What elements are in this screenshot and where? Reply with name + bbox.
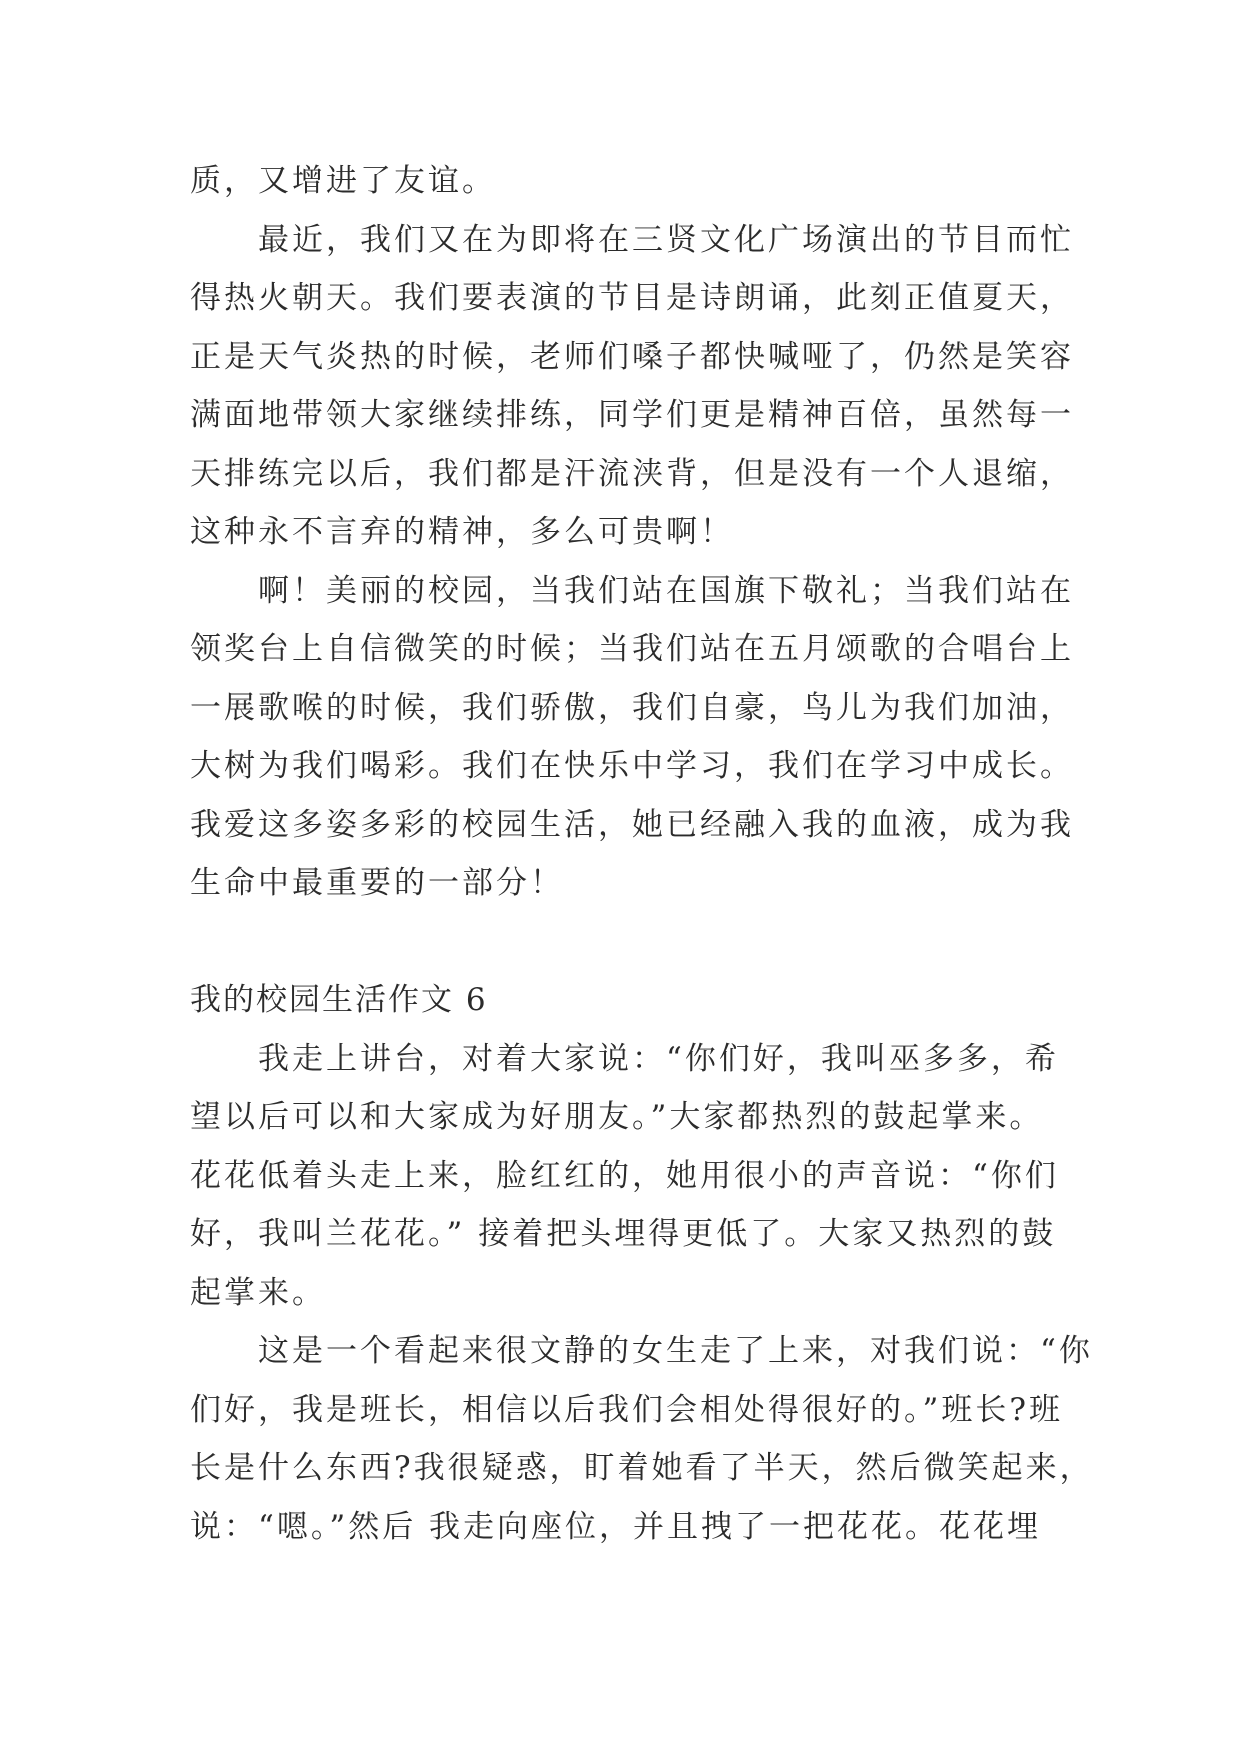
text-line: 得热火朝天。我们要表演的节目是诗朗诵，此刻正值夏天， [190, 280, 1074, 316]
text-line: 我爱这多姿多彩的校园生活，她已经融入我的血液，成为我 [190, 806, 1074, 843]
text-line: 好，我叫兰花花。” 接着把头埋得更低了。大家又热烈的鼓 [190, 1216, 1057, 1252]
text-line: 领奖台上自信微笑的时候；当我们站在五月颂歌的合唱台上 [190, 631, 1074, 667]
text-line: 这是一个看起来很文静的女生走了上来，对我们说：“你 [258, 1333, 1093, 1369]
paragraph [190, 1322, 1094, 1556]
text-line: 生命中最重要的一部分！ [190, 865, 564, 901]
text-line: 一展歌喉的时候，我们骄傲，我们自豪，鸟儿为我们加油， [190, 689, 1074, 726]
section-gap [190, 913, 1070, 972]
text-line: 长是什么东西?我很疑惑，盯着她看了半天，然后微笑起来， [190, 1450, 1094, 1486]
text-line: 天排练完以后，我们都是汗流浃背，但是没有一个人退缩， [190, 455, 1074, 492]
text-line: 们好，我是班长，相信以后我们会相处得很好的。”班长?班 [190, 1391, 1063, 1428]
text-line: 说：“嗯。”然后 我走向座位，并且拽了一把花花。花花埋 [190, 1508, 1042, 1545]
text-line: 望以后可以和大家成为好朋友。”大家都热烈的鼓起掌来。 [190, 1099, 1044, 1135]
document-body [190, 152, 1094, 1556]
text-line: 正是天气炎热的时候，老师们嗓子都快喊哑了，仍然是笑容 [190, 338, 1074, 375]
text-line: 啊！美丽的校园，当我们站在国旗下敬礼；当我们站在 [258, 572, 1074, 609]
text-line: 质，又增进了友谊。 [190, 163, 496, 199]
text-line: 这种永不言弃的精神，多么可贵啊！ [190, 514, 734, 550]
paragraph [190, 1030, 1070, 1323]
text-line: 最近，我们又在为即将在三贤文化广场演出的节目而忙 [258, 221, 1074, 258]
paragraph [190, 211, 1074, 562]
text-line: 我走上讲台，对着大家说：“你们好，我叫巫多多，希 [258, 1040, 1059, 1077]
paragraph [190, 152, 1070, 211]
section-heading: 我的校园生活作文 6 [190, 982, 488, 1018]
text-line: 满面地带领大家继续排练，同学们更是精神百倍，虽然每一 [190, 397, 1074, 433]
text-line: 起掌来。 [190, 1274, 326, 1311]
paragraph [190, 562, 1074, 913]
text-line: 花花低着头走上来，脸红红的，她用很小的声音说：“你们 [190, 1157, 1059, 1194]
text-line: 大树为我们喝彩。我们在快乐中学习，我们在学习中成长。 [190, 748, 1074, 784]
